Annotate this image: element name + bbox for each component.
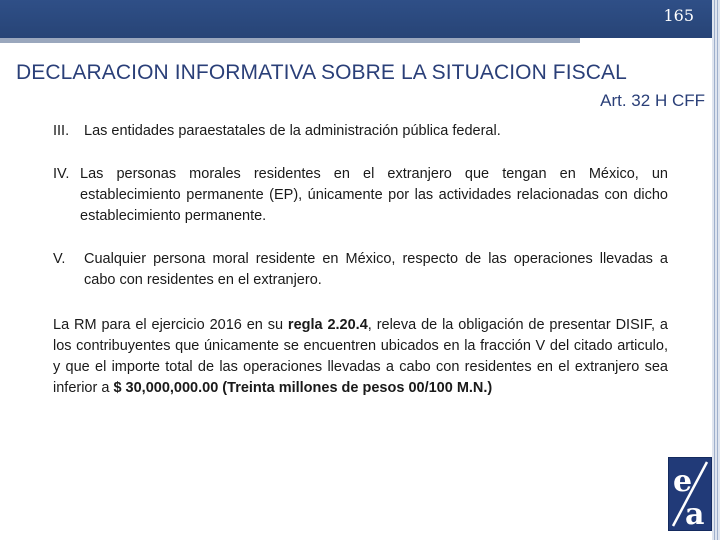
paragraph-text: La RM para el ejercicio 2016 en su — [53, 317, 288, 333]
page-number: 165 — [663, 6, 694, 25]
paragraph-text: , releva de la obligación de presentar DISIF, a los contribuyentes que únicamente se encuentren ubicados en la fracción V del citado articulo, y que el importe total de las operaciones llevadas a cabo con residentes en el extranjero sea inferior a — [53, 317, 668, 396]
list-item-text: Cualquier persona moral residente en México, respecto de las operaciones llevadas a cabo con residentes en el extranjero. — [84, 251, 668, 288]
list-item-number: III. — [53, 123, 70, 139]
logo-letter-top: e — [673, 464, 693, 499]
rule-reference: regla 2.20.4 — [287, 317, 368, 333]
list-item — [53, 164, 668, 227]
rail-line — [714, 0, 715, 540]
list-item — [53, 121, 673, 142]
logo-icon — [668, 457, 712, 531]
logo-letter-bottom: a — [685, 497, 705, 530]
list-item-number: IV. — [53, 166, 70, 182]
rail-line — [717, 0, 718, 540]
list-item-text: Las entidades paraestatales de la administración pública federal. — [84, 123, 501, 139]
page-title: DECLARACION INFORMATIVA SOBRE LA SITUACION FISCAL — [16, 61, 627, 84]
list-item-number: V. — [53, 251, 66, 267]
rule-paragraph — [53, 315, 668, 399]
banner-accent-bar — [0, 38, 580, 43]
right-edge-rail — [712, 0, 720, 540]
article-reference: Art. 32 H CFF — [600, 91, 705, 110]
top-banner — [0, 0, 712, 38]
amount-text: $ 30,000,000.00 (Treinta millones de pesos 00/100 M.N.) — [113, 380, 493, 396]
list-item — [53, 249, 668, 291]
list-item-text: Las personas morales residentes en el extranjero que tengan en México, un establecimiento permanente (EP), únicamente por las actividades relacionadas con dicho establecimiento permanente. — [80, 166, 668, 224]
